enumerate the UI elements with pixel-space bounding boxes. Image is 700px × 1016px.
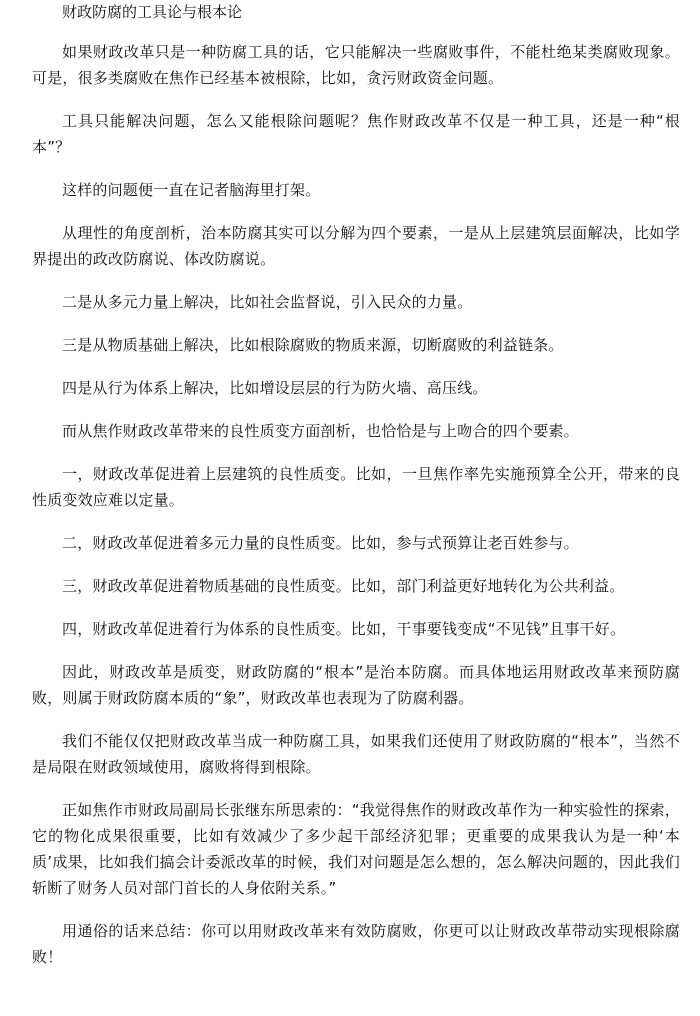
document-title: 财政防腐的工具论与根本论 (62, 3, 243, 21)
paragraph-16: 用通俗的话来总结：你可以用财政改革来有效防腐败，你更可以让财政改革带动实现根除腐败！ (32, 922, 680, 966)
paragraph-7: 四是从行为体系上解决，比如增设层层的行为防火墙、高压线。 (62, 379, 488, 397)
paragraph-9: 一，财政改革促进着上层建筑的良性质变。比如，一旦焦作率先实施预算全公开，带来的良性质变效应难以定量。 (32, 465, 680, 509)
paragraph-12: 四，财政改革促进着行为体系的良性质变。比如，干事要钱变成“不见钱”且事干好。 (62, 620, 626, 638)
paragraph-6: 三是从物质基础上解决，比如根除腐败的物质来源，切断腐败的利益链条。 (62, 336, 564, 354)
paragraph-3: 这样的问题便一直在记者脑海里打架。 (62, 181, 321, 199)
paragraph-11: 三，财政改革促进着物质基础的良性质变。比如，部门利益更好地转化为公共利益。 (62, 577, 625, 595)
paragraph-10: 二，财政改革促进着多元力量的良性质变。比如，参与式预算让老百姓参与。 (62, 534, 579, 552)
paragraph-4: 从理性的角度剖析，治本防腐其实可以分解为四个要素，一是从上层建筑层面解决，比如学界提出的政改防腐说、体改防腐说。 (32, 224, 680, 268)
paragraph-13: 因此，财政改革是质变，财政防腐的“根本”是治本防腐。而具体地运用财政改革来预防腐败，则属于财政防腐本质的“象”，财政改革也表现为了防腐利器。 (32, 663, 680, 707)
paragraph-2: 工具只能解决问题，怎么又能根除问题呢？焦作财政改革不仅是一种工具，还是一种“根本”？ (32, 112, 680, 156)
paragraph-15: 正如焦作市财政局副局长张继东所思索的：“我觉得焦作的财政改革作为一种实验性的探索，它的物化成果很重要，比如有效减少了多少起干部经济犯罪；更重要的成果我认为是一种‘本质’成果，比如我们搞会计委派改革的时候，我们对问题是怎么想的，怎么解决问题的，因此我们斩断了财务人员对部门首长的人身依附关系。” (32, 801, 680, 897)
paragraph-8: 而从焦作财政改革带来的良性质变方面剖析，也恰恰是与上吻合的四个要素。 (62, 422, 579, 440)
paragraph-1: 如果财政改革只是一种防腐工具的话，它只能解决一些腐败事件，不能杜绝某类腐败现象。可是，很多类腐败在焦作已经基本被根除，比如，贪污财政资金问题。 (32, 43, 680, 87)
paragraph-5: 二是从多元力量上解决，比如社会监督说，引入民众的力量。 (62, 293, 473, 311)
paragraph-14: 我们不能仅仅把财政改革当成一种防腐工具，如果我们还使用了财政防腐的“根本”，当然不是局限在财政领域使用，腐败将得到根除。 (32, 732, 680, 776)
